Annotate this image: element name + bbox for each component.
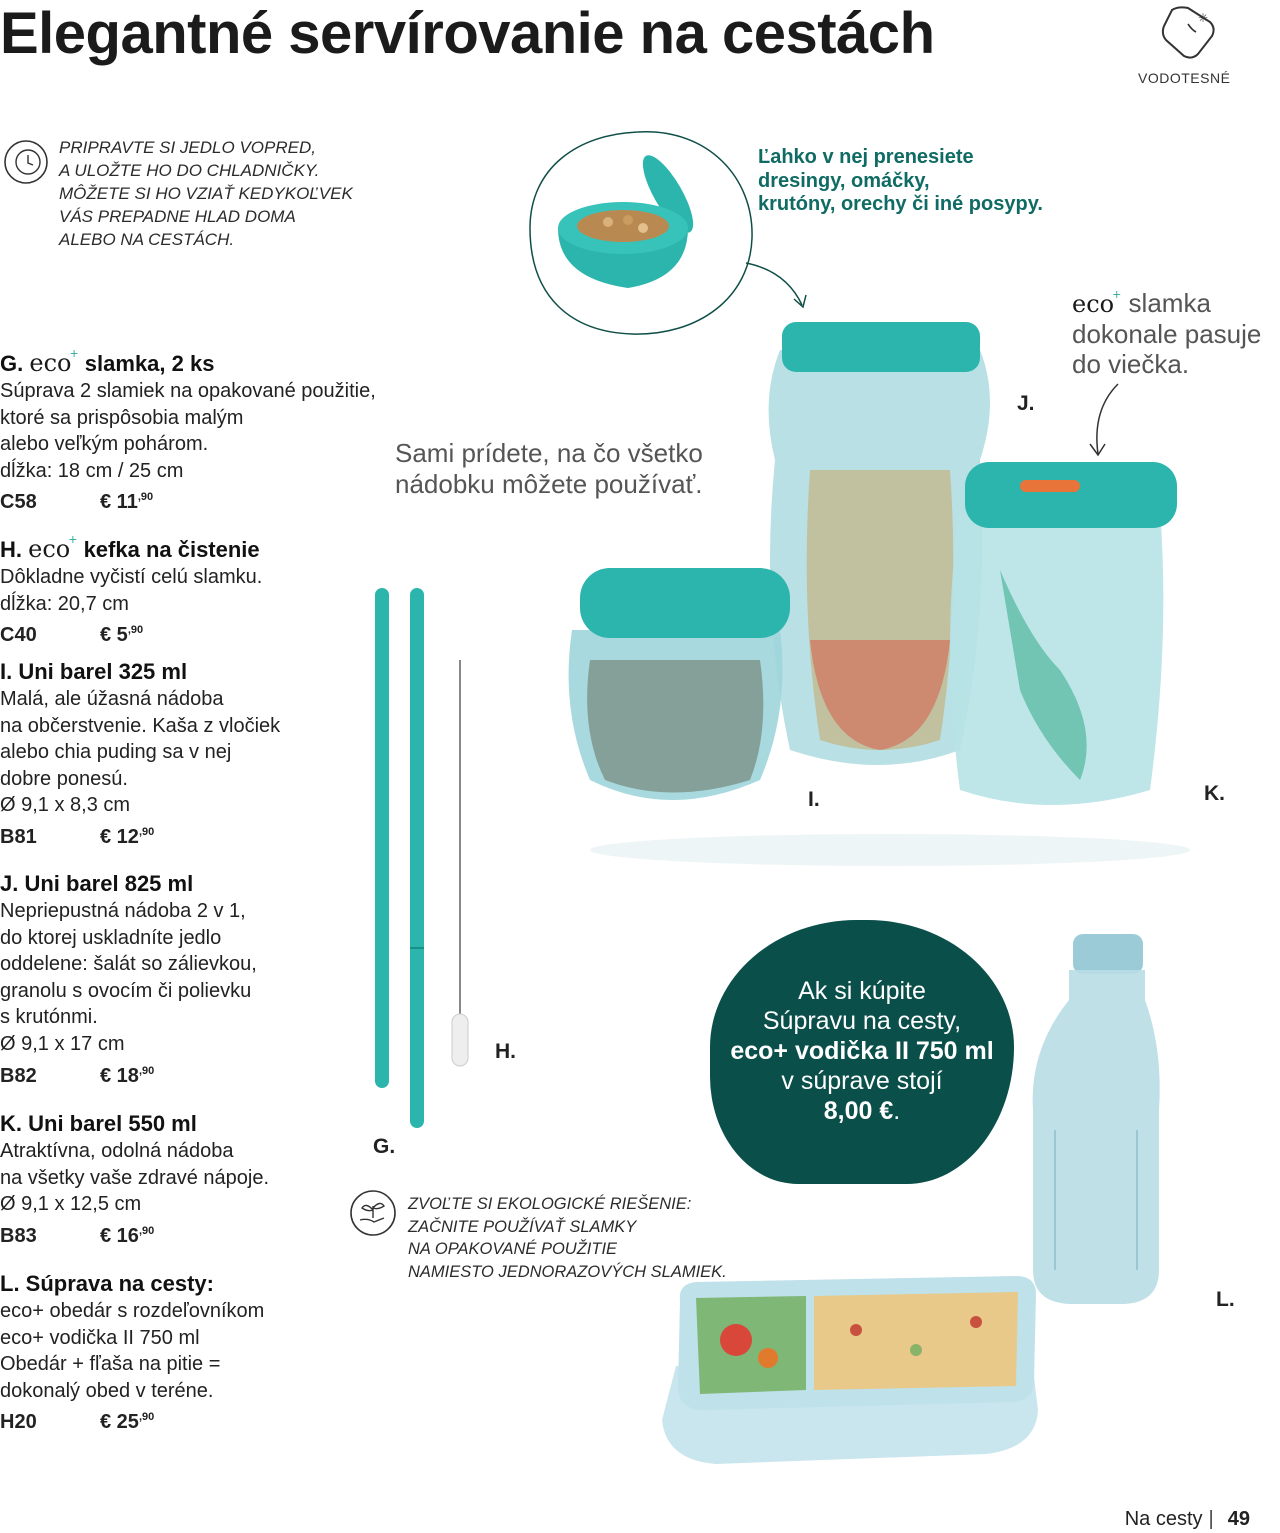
product-desc: do ktorej uskladníte jedlo <box>0 926 222 949</box>
product-price: € $11^{,90}$ <box>100 491 154 514</box>
tip-line: ZVOĽTE SI EKOLOGICKÉ RIEŠENIE: <box>408 1195 692 1213</box>
product-code: C40 <box>0 624 37 647</box>
svg-text:✳: ✳ <box>1198 11 1209 25</box>
product-desc: dokonalý obed v teréne. <box>0 1379 214 1402</box>
product-j <box>0 870 400 1089</box>
promo-price: 8,00 € <box>823 1097 894 1125</box>
image-letter-h: H. <box>495 1040 516 1063</box>
product-code: B82 <box>0 1064 37 1087</box>
product-desc: Nepriepustná nádoba 2 v 1, <box>0 900 246 922</box>
product-desc: alebo chia puding sa v nej <box>0 741 232 764</box>
product-desc: Ø 9,1 x 17 cm <box>0 1032 125 1055</box>
image-letter-g: G. <box>373 1135 396 1158</box>
product-desc: dĺžka: 18 cm / 25 cm <box>0 459 184 482</box>
product-desc: Ø 9,1 x 12,5 cm <box>0 1193 142 1216</box>
snack-cup-image <box>528 128 756 338</box>
product-desc: eco+ obedár s rozdeľovníkom <box>0 1300 265 1322</box>
waterproof-label: VODOTESNÉ <box>1138 70 1231 86</box>
page-number: 49 <box>1227 1508 1250 1530</box>
page-footer: Na cesty | 49 <box>1124 1508 1250 1530</box>
product-i <box>0 658 400 851</box>
product-price: € $25^{,90}$ <box>100 1411 155 1434</box>
tip-line: A ULOŽTE HO DO CHLADNIČKY. <box>59 161 320 180</box>
water-bottle-image <box>1025 930 1165 1310</box>
image-letter-k: K. <box>1204 782 1225 805</box>
product-price: € $18^{,90}$ <box>100 1064 155 1087</box>
product-name: I. Uni barel 325 ml <box>0 659 188 684</box>
product-desc: ktoré sa prispôsobia malým <box>0 406 244 429</box>
product-desc: granolu s ovocím či polievku <box>0 979 252 1002</box>
product-code: B81 <box>0 825 37 848</box>
product-code: C58 <box>0 491 37 514</box>
image-letter-l: L. <box>1216 1288 1235 1311</box>
note-line: krutóny, orechy či iné posypy. <box>758 193 1043 215</box>
note-line: dokonale pasuje <box>1072 319 1262 349</box>
product-desc: Súprava 2 slamiek na opakované použitie, <box>0 380 376 402</box>
promo-line: Súpravu na cesty, <box>762 1007 962 1035</box>
lunch-box-image <box>656 1270 1046 1470</box>
product-price: € $16^{,90}$ <box>100 1224 155 1247</box>
note-line: Sami prídete, na čo všetko <box>395 438 703 468</box>
tip-line: NA OPAKOVANÉ POUŽITIE <box>408 1240 618 1258</box>
product-name: kefka na čistenie <box>83 537 260 562</box>
product-desc: Obedár + fľaša na pitie = <box>0 1353 221 1376</box>
product-h: H. eco+ kefka na čistenie Dôkladne vyčistí celú slamku. dĺžka: 20,7 cm C40 € $5^{,90}$ <box>0 526 400 649</box>
tip-line: VÁS PREPADNE HLAD DOMA <box>59 207 296 226</box>
arrow-to-jar <box>742 255 812 315</box>
product-desc: Dôkladne vyčistí celú slamku. <box>0 566 263 588</box>
product-desc: oddelene: šalát so zálievkou, <box>0 953 257 976</box>
tip-line: PRIPRAVTE SI JEDLO VOPRED, <box>59 138 316 157</box>
promo-line: Ak si kúpite <box>798 977 926 1005</box>
product-desc: Ø 9,1 x 8,3 cm <box>0 794 131 817</box>
product-name: slamka, 2 ks <box>84 351 215 376</box>
section-name: Na cesty <box>1124 1508 1203 1530</box>
note-line: do viečka. <box>1072 349 1190 379</box>
product-name: K. Uni barel 550 ml <box>0 1111 197 1136</box>
product-desc: dĺžka: 20,7 cm <box>0 592 129 615</box>
tip-line: ZAČNITE POUŽÍVAŤ SLAMKY <box>408 1217 637 1236</box>
note-line: slamka <box>1128 288 1211 318</box>
product-code: B83 <box>0 1224 37 1247</box>
product-desc: Atraktívna, odolná nádoba <box>0 1140 234 1162</box>
product-g: G. eco+ slamka, 2 ks Súprava 2 slamiek na opakované použitie, ktoré sa prispôsobia malým alebo veľkým pohárom. dĺžka: 18 cm / 25 cm C58 € $11^{,90}$ <box>0 340 400 516</box>
product-price: € $5^{,90}$ <box>100 624 144 647</box>
product-desc: s krutónmi. <box>0 1006 98 1029</box>
promo-line: v súprave stojí <box>781 1067 943 1095</box>
image-letter-i: I. <box>808 788 820 811</box>
product-desc: dobre ponesú. <box>0 767 128 790</box>
tip-prepare <box>59 136 353 251</box>
product-price: € $12^{,90}$ <box>100 825 155 848</box>
product-desc: na všetky vaše zdravé nápoje. <box>0 1166 270 1189</box>
product-code: H20 <box>0 1411 37 1434</box>
tip-line: MÔŽETE SI HO VZIAŤ KEDYKOĽVEK <box>59 184 353 203</box>
product-desc: Malá, ale úžasná nádoba <box>0 688 224 710</box>
tip-line: ALEBO NA CESTÁCH. <box>59 230 235 249</box>
product-name: L. Súprava na cesty: <box>0 1271 214 1296</box>
product-l <box>0 1270 400 1436</box>
note-line: Ľahko v nej prenesiete <box>758 146 974 168</box>
page-title: Elegantné servírovanie na cestách <box>0 1 935 66</box>
waterproof-icon <box>1158 2 1220 64</box>
product-desc: alebo veľkým pohárom. <box>0 433 209 456</box>
product-desc: eco+ vodička II 750 ml <box>0 1326 200 1349</box>
promo-bubble: Ak si kúpite Súpravu na cesty, eco+ vodička II 750 ml v súprave stojí 8,00 €. <box>710 920 1014 1184</box>
clock-icon <box>2 138 50 186</box>
product-k <box>0 1110 400 1249</box>
uni-barrel-jars-image <box>560 310 1210 870</box>
promo-product: eco+ vodička II 750 ml <box>730 1037 994 1065</box>
eco-logo: eco+ <box>29 347 79 377</box>
product-name: J. Uni barel 825 ml <box>0 871 194 896</box>
note-line: dresingy, omáčky, <box>758 169 930 192</box>
plant-hand-icon <box>348 1188 398 1238</box>
eco-logo: eco+ <box>28 533 78 563</box>
product-desc: na občerstvenie. Kaša z vločiek <box>0 714 281 737</box>
note-line: nádobku môžete používať. <box>395 469 703 499</box>
image-letter-j: J. <box>1017 392 1035 415</box>
tip-line: NAMIESTO JEDNORAZOVÝCH SLAMIEK. <box>408 1262 727 1281</box>
eco-logo: eco+ <box>1072 288 1122 318</box>
teal-note <box>758 146 1043 217</box>
